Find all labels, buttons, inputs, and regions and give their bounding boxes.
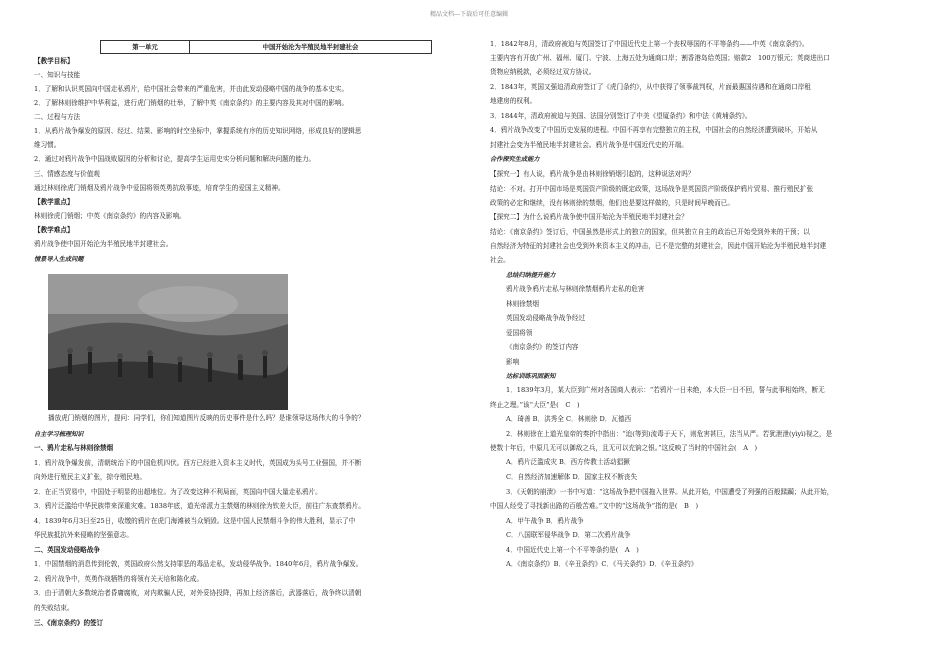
intro-heading: 情景导入生成问题 (34, 256, 84, 263)
key-points-text: 林则徐虎门销烟；中英《南京条约》的内容及影响。 (34, 212, 186, 220)
exercise-heading: 达标训练巩固新知 (506, 373, 556, 380)
section-values: 三、情感态度与价值观 (34, 170, 100, 178)
watermark-text: 精品文档---下载后可任意编辑 (430, 11, 509, 18)
goal-text: 2．了解林则徐维护中华利益，进行虎门销烟的壮举，了解中英《南京条约》的主要内容及其对中国的影响。 (34, 99, 349, 107)
inquiry-two-question: 【探究二】为什么说鸦片战争使中国开始沦为半殖民地半封建社会？ (490, 213, 688, 221)
treaty-text: 货物应纳税款，必须经过双方协议。 (490, 68, 596, 76)
exercise-options: C．八国联军侵华战争 D．第二次鸦片战争 (506, 531, 631, 539)
summary-item: 林则徐禁烟 (506, 300, 539, 308)
section-knowledge: 一、知识与技能 (34, 71, 81, 79)
knowledge-text: 2．鸦片战争中，英勇作战牺牲的将领有关天培和陈化成。 (34, 575, 204, 583)
exercise-question: 3．《天朝的崩溃》一书中写道：“这场战争把中国拖入世界。从此开始，中国遭受了列强的百般蹂躏；从此开始， (506, 488, 834, 496)
knowledge-text: 4．1839年6月3日至25日，收缴的鸦片在虎门海滩被当众销毁。这是中国人民禁烟斗争的伟大胜利，显示了中 (34, 517, 356, 525)
exercise-options: A．鸦片泛滥成灾 B．西方传教士活动猖獗 (506, 458, 630, 466)
knowledge-text: 华民族抵抗外来侵略的坚强意志。 (34, 531, 133, 539)
knowledge-text: 3．鸦片泛滥给中华民族带来深重灾难。1838年底，道光帝派力主禁烟的林则徐为钦差大臣，前往广东查禁鸦片。 (34, 502, 365, 510)
section-process: 二、过程与方法 (34, 113, 81, 121)
knowledge-text: 2．在正当贸易中，中国处于明显的出超地位。为了改变这种不利局面，英国向中国大量走私鸦片。 (34, 488, 322, 496)
exercise-question: 中国人经受了寻找新出路的百般苦难。”文中的“这场战争”指的是( B ) (490, 502, 699, 510)
summary-item: 英国发动侵略战争战争经过 (506, 314, 586, 322)
inquiry-answer: 结论：《南京条约》签订后，中国虽然是形式上的独立的国家，但其独立自主的政治已开始受到外来的干预；以 (490, 228, 810, 236)
intro-question: 播放虎门销烟的图片，提问：同学们，你们知道图片反映的历史事件是什么吗？是谁领导这场伟大的斗争的？ (48, 414, 365, 422)
exercise-question: 使数十年后，中原几无可以御敌之兵，且无可以充饷之银。”这反映了当时的中国社会( A ) (490, 444, 758, 452)
self-study-heading: 自主学习梳理知识 (34, 431, 84, 438)
exercise-question: 4．中国近代史上第一个不平等条约是( A ) (506, 546, 639, 554)
teaching-goals-heading: 【教学目标】 (34, 57, 74, 65)
unit-title: 中国开始沦为半殖民地半封建社会 (262, 43, 359, 51)
cooperation-heading: 合作探究生成能力 (490, 156, 540, 163)
section-two-heading: 二、英国发动侵略战争 (34, 546, 100, 554)
goal-text: 通过林则徐虎门销烟及鸦片战争中爱国将领英勇抗敌事迹，培育学生的爱国主义精神。 (34, 184, 285, 192)
exercise-options: A．琦善 B．洪秀全 C．林则徐 D．瓦德西 (506, 415, 632, 423)
exercise-options: A．《南京条约》B．《辛丑条约》C．《马关条约》D．《辛丑条约》 (506, 560, 698, 568)
exercise-options: C．自然经济加速解体 D．国家主权不断丧失 (506, 473, 638, 481)
knowledge-text: 1．中国禁烟的消息传到伦敦，英国政府公然支持罪恶的毒品走私，发动侵华战争。1840年6月，鸦片战争爆发。 (34, 560, 363, 568)
exercise-question: 1．1839年3月，某大臣到广州对各国商人表示：“若鸦片一日未绝，本大臣一日不回，誓与此事相始终，断无 (506, 386, 825, 394)
summary-item: 影响 (506, 358, 520, 366)
exercise-question: 2．林则徐在上道光皇帝的奏折中指出：“迨(等到)流毒于天下，则危害甚巨，法当从严。若犹泄泄(yìyì)视之，是 (506, 430, 833, 438)
inquiry-one-question: 【探究一】有人说，鸦片战争是由林则徐销烟引起的，这种说法对吗？ (490, 170, 695, 178)
section-three-heading: 三、《南京条约》的签订 (34, 619, 104, 627)
key-points-heading: 【教学重点】 (34, 198, 74, 206)
treaty-text: 封建社会变为半殖民地半封建社会。鸦片战争是中国近代史的开端。 (490, 141, 688, 149)
section-one-heading: 一、鸦片走私与林则徐禁烟 (34, 444, 114, 452)
treaty-text: 1．1842年8月，清政府被迫与英国签订了中国近代史上第一个丧权辱国的不平等条约——中英《南京条约》。 (490, 40, 809, 48)
goal-text: 1．从鸦片战争爆发的原因、经过、结果、影响的时空坐标中，掌握系统有序的历史知识网络，形成良好的逻辑思 (34, 127, 362, 135)
inquiry-answer: 社会。 (490, 256, 510, 264)
difficulty-text: 鸦片战争使中国开始沦为半殖民地半封建社会。 (34, 240, 173, 248)
inquiry-answer: 政策的必定和继续，没有林则徐的禁烟，他们也是要这样做的，只是时间早晚而已。 (490, 199, 734, 207)
unit-title-table (100, 40, 432, 54)
inquiry-answer: 结论：不对。打开中国市场是英国资产阶级的既定政策，这场战争是英国资产阶级保护鸦片贸易、推行殖民扩张 (490, 185, 814, 193)
summary-item: 《南京条约》的签订内容 (506, 343, 579, 351)
summary-item: 爱国将领 (506, 329, 533, 337)
summary-heading: 总结归纳提升能力 (506, 272, 556, 279)
knowledge-text: 1．鸦片战争爆发前，清朝统治下的中国危机四伏。西方已经进入资本主义时代，英国成为头号工业强国，并不断 (34, 459, 362, 467)
treaty-text: 2．1843年，英国又强迫清政府签订了《虎门条约》，从中获得了领事裁判权，片面最惠国待遇和在通商口岸租 (490, 83, 811, 91)
knowledge-text: 的失败结束。 (34, 604, 74, 612)
knowledge-text: 3．由于清朝大多数统治者昏庸腐败，对内欺骗人民，对外妥协投降，再加上经济落后，武器落后，战争终以清朝 (34, 589, 362, 597)
unit-label: 第一单元 (101, 41, 190, 53)
goal-text: 1．了解和认识英国向中国走私鸦片，给中国社会带来的严重危害，并由此发动侵略中国的战争的基本史实。 (34, 85, 349, 93)
treaty-text: 4．鸦片战争改变了中国历史发展的进程。中国不再享有完整独立的主权，中国社会的自然经济遭到破坏，开始从 (490, 126, 818, 134)
treaty-text: 地建房的权利。 (490, 97, 537, 105)
exercise-question: 终止之理。”该“大臣”是( C ) (490, 401, 580, 409)
goal-text: 维习惯。 (34, 141, 61, 149)
summary-item: 鸦片战争鸦片走私与林则徐禁烟鸦片走私的危害 (506, 285, 645, 293)
humen-opium-burning-image (48, 274, 288, 410)
inquiry-answer: 自然经济为特征的封建社会也受到外来资本主义的冲击，已不是完整的封建社会，因此中国开始沦为半殖民地半封建 (490, 242, 827, 250)
exercise-options: A．甲午战争 B．鸦片战争 (506, 517, 584, 525)
difficulty-heading: 【教学难点】 (34, 226, 74, 234)
goal-text: 2．通过对鸦片战争中国战败原因的分析和讨论，提高学生运用史实分析问题和解决问题的能力。 (34, 155, 316, 163)
knowledge-text: 向外进行殖民主义扩张，掠夺殖民地。 (34, 473, 147, 481)
treaty-text: 3．1844年，清政府被迫与美国、法国分别签订了中美《望厦条约》和中法《黄埔条约》。 (490, 112, 752, 120)
treaty-text: 主要内容有开放广州、福州、厦门、宁波、上海五处为通商口岸；割香港岛给英国；赔款2 100万银元；英商进出口 (490, 54, 830, 62)
